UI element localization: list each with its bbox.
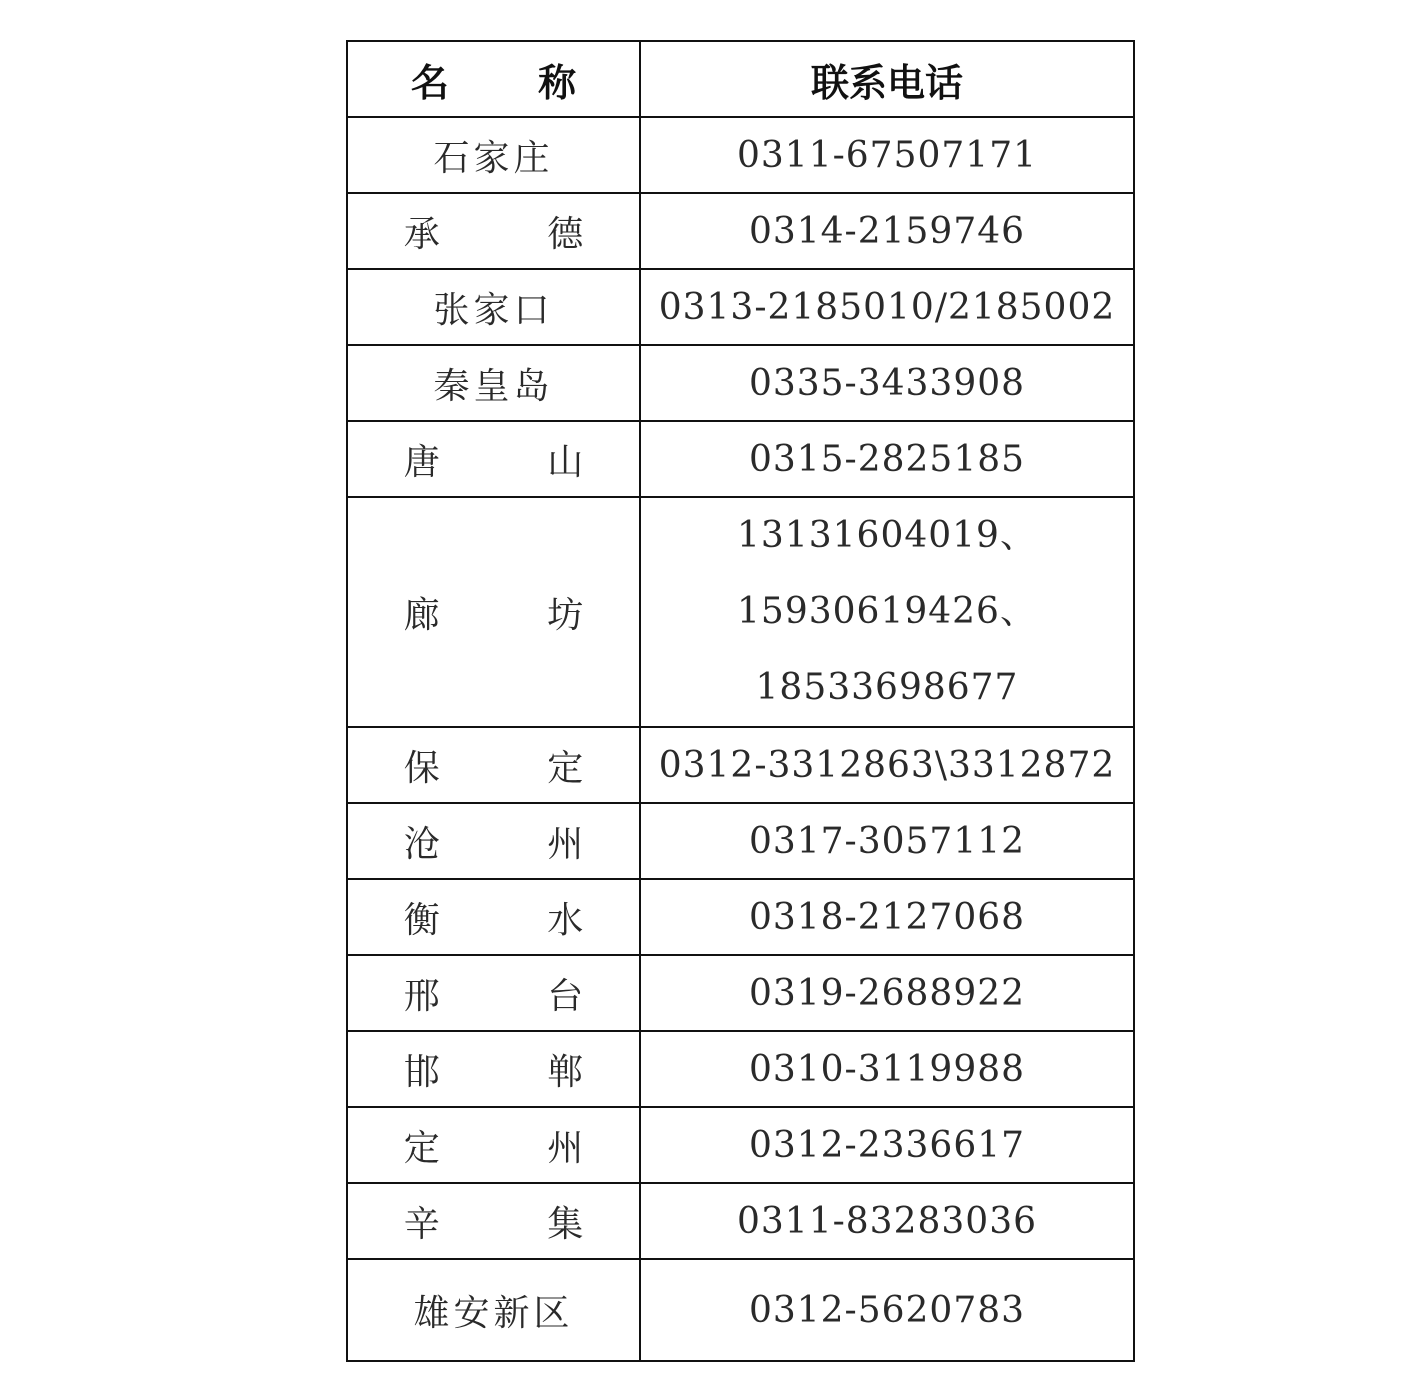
table-row: [347, 1031, 1134, 1107]
phone-number: 0315-2825185: [640, 421, 1134, 497]
city-name: 张家口: [347, 269, 640, 345]
phone-number: 15930619426、: [737, 591, 1037, 632]
phone-number: 0312-2336617: [640, 1107, 1134, 1183]
phone-number: 13131604019、: [737, 515, 1037, 556]
city-name: 雄安新区: [347, 1259, 640, 1361]
table-row: [347, 193, 1134, 269]
phone-number: 18533698677: [755, 667, 1019, 708]
table-row: [347, 727, 1134, 803]
city-name: 邯 郸: [347, 1031, 640, 1107]
table-row: [347, 117, 1134, 193]
city-name: 衡 水: [347, 879, 640, 955]
table-row: [347, 1259, 1134, 1361]
table-row: [347, 1107, 1134, 1183]
table-header-row: [347, 41, 1134, 117]
phone-number: 0312-5620783: [640, 1259, 1134, 1361]
phone-number: 0319-2688922: [640, 955, 1134, 1031]
city-name: 定 州: [347, 1107, 640, 1183]
header-phone: 联系电话: [640, 41, 1134, 117]
table-row: [347, 955, 1134, 1031]
phone-number-list: [640, 497, 1134, 727]
phone-number: 0312-3312863\3312872: [640, 727, 1134, 803]
city-name: 承 德: [347, 193, 640, 269]
phone-number: 0318-2127068: [640, 879, 1134, 955]
phone-number: 0310-3119988: [640, 1031, 1134, 1107]
city-name: 廊 坊: [347, 497, 640, 727]
table-row: [347, 1183, 1134, 1259]
phone-number: 0313-2185010/2185002: [640, 269, 1134, 345]
city-name: 秦皇岛: [347, 345, 640, 421]
phone-number: 0311-83283036: [640, 1183, 1134, 1259]
city-name: 保 定: [347, 727, 640, 803]
city-name: 辛 集: [347, 1183, 640, 1259]
city-name: 石家庄: [347, 117, 640, 193]
city-name: 邢 台: [347, 955, 640, 1031]
phone-number: 0314-2159746: [640, 193, 1134, 269]
phone-number: 0311-67507171: [640, 117, 1134, 193]
phone-number: 0317-3057112: [640, 803, 1134, 879]
table-row: [347, 879, 1134, 955]
city-name: 沧 州: [347, 803, 640, 879]
header-name: 名 称: [347, 41, 640, 117]
table-row: [347, 345, 1134, 421]
contact-table: [346, 40, 1135, 1362]
phone-number: 0335-3433908: [640, 345, 1134, 421]
table-row: [347, 497, 1134, 727]
table-row: [347, 421, 1134, 497]
table-row: [347, 803, 1134, 879]
table-row: [347, 269, 1134, 345]
city-name: 唐 山: [347, 421, 640, 497]
